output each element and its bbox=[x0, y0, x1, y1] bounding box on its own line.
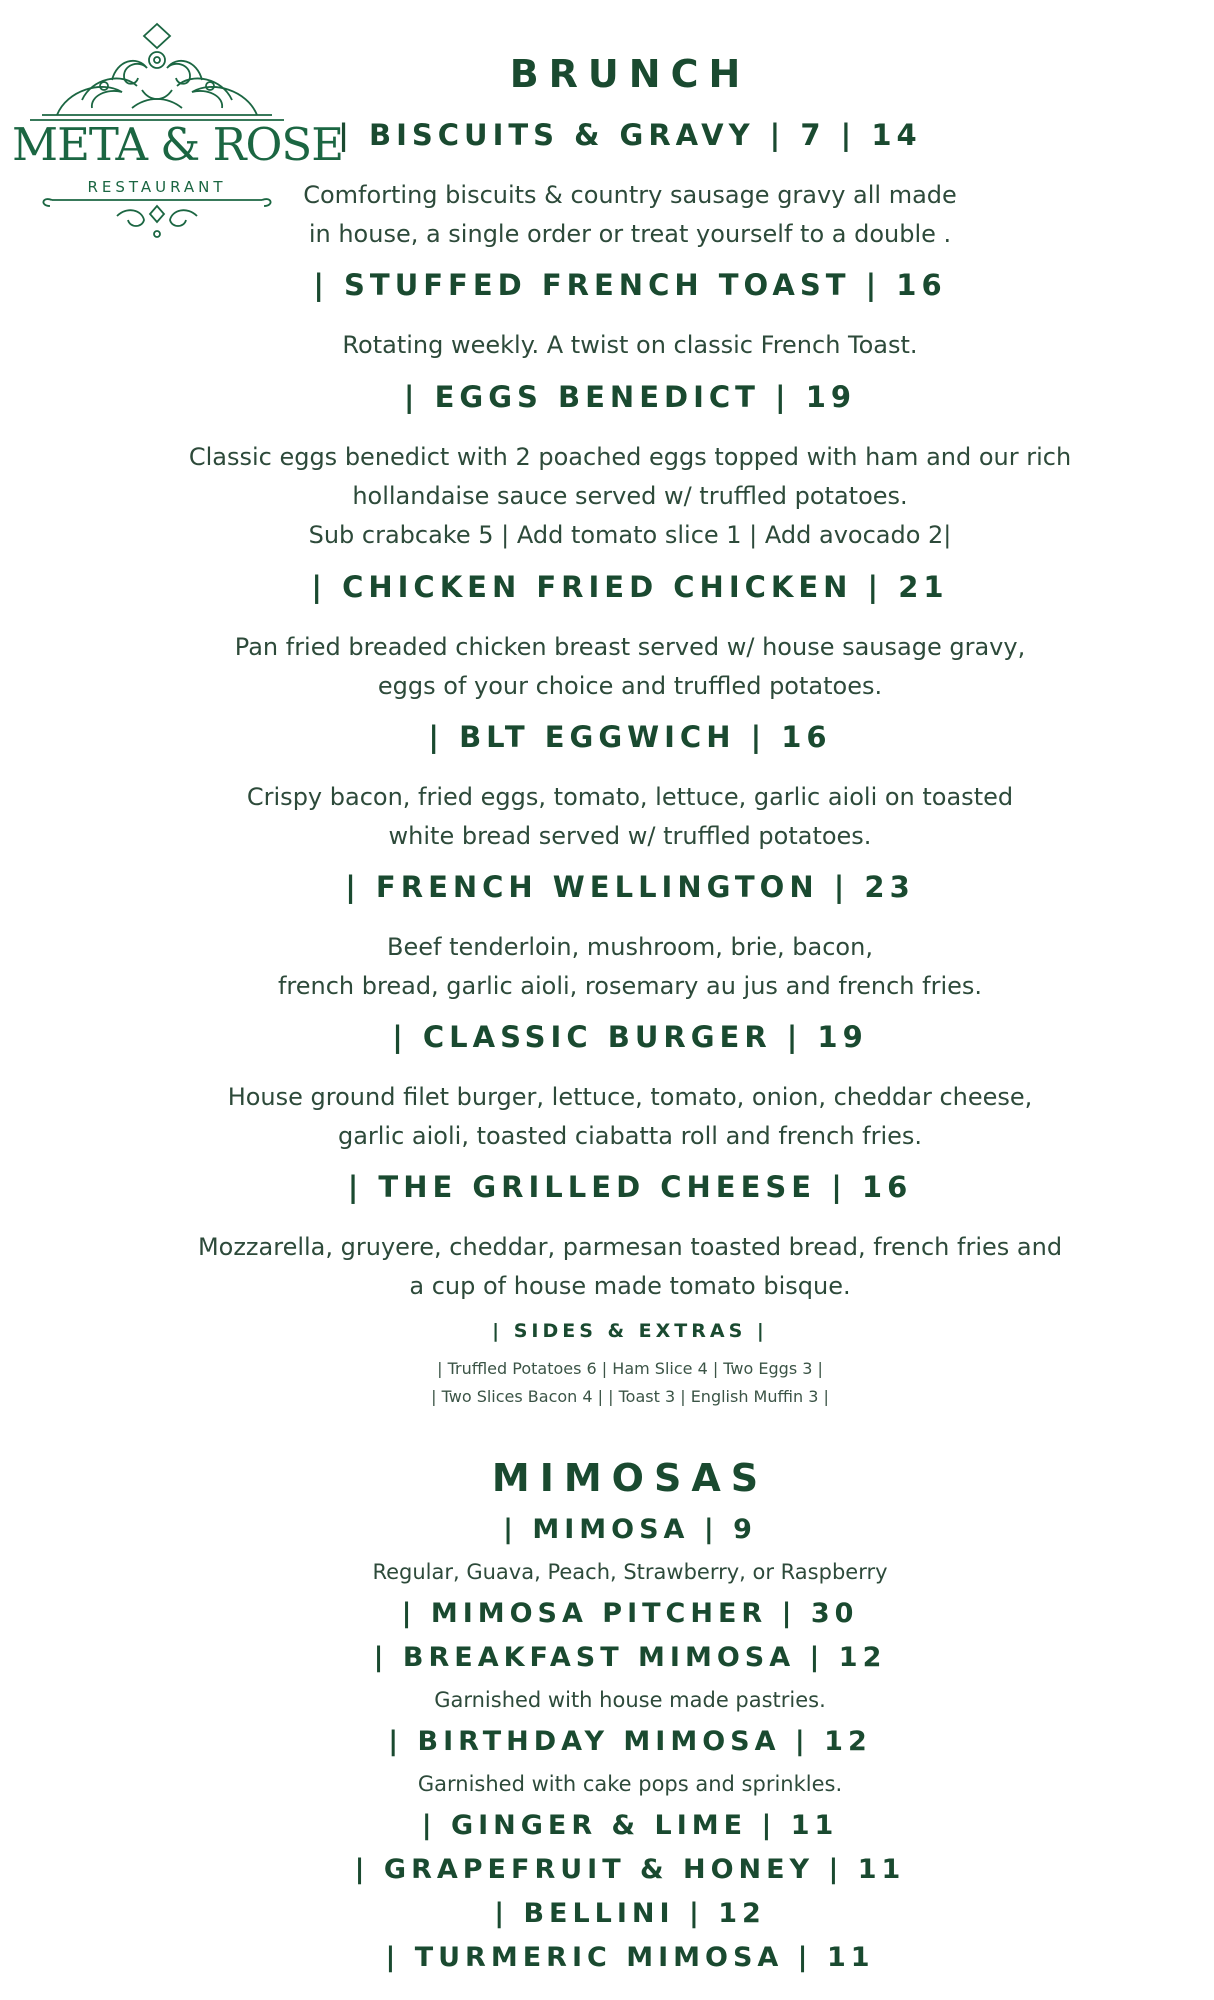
menu-item-blt-eggwich bbox=[140, 720, 1120, 754]
menu-item-title: | FRENCH WELLINGTON | 23 bbox=[345, 870, 915, 904]
menu-item-desc-line: french bread, garlic aioli, rosemary au jus and french fries. bbox=[277, 972, 983, 1000]
menu-item-desc-line: House ground filet burger, lettuce, tomato, onion, cheddar cheese, bbox=[227, 1083, 1033, 1111]
menu-item-desc-line: Mozzarella, gruyere, cheddar, parmesan toasted bread, french fries and bbox=[197, 1233, 1063, 1261]
mimosa-item-title: | BREAKFAST MIMOSA | 12 bbox=[373, 1642, 887, 1673]
menu-item-desc-french-toast bbox=[140, 326, 1120, 365]
brunch-heading-block bbox=[140, 52, 1120, 96]
menu-item-desc-chicken-fried-chicken bbox=[140, 628, 1120, 706]
menu-item-title: | THE GRILLED CHEESE | 16 bbox=[347, 1170, 913, 1204]
menu-item-desc-line: eggs of your choice and truffled potatoes. bbox=[377, 672, 883, 700]
menu-item-grilled-cheese bbox=[140, 1170, 1120, 1204]
menu-item-desc-line: in house, a single order or treat yourself to a double . bbox=[308, 220, 952, 248]
mimosa-item-title: | MIMOSA | 9 bbox=[503, 1514, 757, 1545]
mimosa-list bbox=[140, 1508, 1120, 1980]
menu-item-desc-line: Pan fried breaded chicken breast served w/ house sausage gravy, bbox=[234, 633, 1026, 661]
mimosa-item-desc: Regular, Guava, Peach, Strawberry, or Raspberry bbox=[372, 1560, 888, 1584]
menu-item-title: | CLASSIC BURGER | 19 bbox=[392, 1020, 868, 1054]
mimosa-item-desc: Garnished with cake pops and sprinkles. bbox=[417, 1772, 843, 1796]
sides-list bbox=[140, 1355, 1120, 1411]
menu-item-desc-line: Crispy bacon, fried eggs, tomato, lettuce, garlic aioli on toasted bbox=[246, 783, 1014, 811]
menu-item-title: | BISCUITS & GRAVY | 7 | 14 bbox=[338, 118, 922, 152]
mimosa-item-desc: Garnished with house made pastries. bbox=[434, 1688, 826, 1712]
menu-item-desc-blt-eggwich bbox=[140, 778, 1120, 856]
logo-name: META & ROSE bbox=[12, 118, 344, 171]
menu-item-desc-classic-burger bbox=[140, 1078, 1120, 1156]
menu-item-desc-grilled-cheese bbox=[140, 1228, 1120, 1306]
menu-item-biscuits bbox=[140, 118, 1120, 152]
mimosa-item-title: | GINGER & LIME | 11 bbox=[421, 1810, 839, 1841]
menu-item-desc-biscuits bbox=[140, 176, 1120, 254]
menu-item-title: | STUFFED FRENCH TOAST | 16 bbox=[313, 268, 947, 302]
mimosa-item-title: | BIRTHDAY MIMOSA | 12 bbox=[388, 1726, 872, 1757]
menu-item-desc-french-wellington bbox=[140, 928, 1120, 1006]
menu-item-desc-line: Sub crabcake 5 | Add tomato slice 1 | Add avocado 2| bbox=[308, 521, 952, 549]
menu-item-french-wellington bbox=[140, 870, 1120, 904]
menu-item-desc-line: Classic eggs benedict with 2 poached eggs topped with ham and our rich bbox=[188, 443, 1072, 471]
menu-item-desc-line: hollandaise sauce served w/ truffled potatoes. bbox=[352, 482, 908, 510]
brunch-title: BRUNCH bbox=[509, 52, 751, 96]
mimosa-item-title: | BELLINI | 12 bbox=[494, 1898, 766, 1929]
menu-item-desc-line: Rotating weekly. A twist on classic French Toast. bbox=[342, 331, 918, 359]
mimosa-item-title: | GRAPEFRUIT & HONEY | 11 bbox=[354, 1854, 906, 1885]
menu-item-title: | CHICKEN FRIED CHICKEN | 21 bbox=[311, 570, 949, 604]
menu-item-title: | EGGS BENEDICT | 19 bbox=[403, 380, 857, 414]
menu-item-desc-line: garlic aioli, toasted ciabatta roll and french fries. bbox=[337, 1122, 923, 1150]
menu-item-desc-line: Beef tenderloin, mushroom, brie, bacon, bbox=[387, 933, 873, 961]
logo-subtitle: RESTAURANT bbox=[87, 178, 227, 196]
sides-extras bbox=[140, 1320, 1120, 1342]
menu-item-desc-line: a cup of house made tomato bisque. bbox=[409, 1272, 851, 1300]
mimosas-title: MIMOSAS bbox=[491, 1456, 769, 1500]
menu-item-title: | BLT EGGWICH | 16 bbox=[428, 720, 832, 754]
menu-item-classic-burger bbox=[140, 1020, 1120, 1054]
sides-line: | Two Slices Bacon 4 | | Toast 3 | English Muffin 3 | bbox=[431, 1387, 829, 1406]
menu-item-eggs-benedict bbox=[140, 380, 1120, 414]
menu-item-french-toast bbox=[140, 268, 1120, 302]
mimosas-heading-block bbox=[140, 1456, 1120, 1500]
sides-line: | Truffled Potatoes 6 | Ham Slice 4 | Two Eggs 3 | bbox=[437, 1359, 823, 1378]
mimosa-item-title: | MIMOSA PITCHER | 30 bbox=[401, 1598, 859, 1629]
menu-item-chicken-fried-chicken bbox=[140, 570, 1120, 604]
menu-item-desc-line: Comforting biscuits & country sausage gravy all made bbox=[303, 181, 957, 209]
menu-item-desc-line: white bread served w/ truffled potatoes. bbox=[388, 822, 872, 850]
sides-title: | SIDES & EXTRAS | bbox=[492, 1320, 768, 1342]
menu-item-desc-eggs-benedict bbox=[140, 438, 1120, 555]
mimosa-item-title: | TURMERIC MIMOSA | 11 bbox=[385, 1942, 875, 1973]
